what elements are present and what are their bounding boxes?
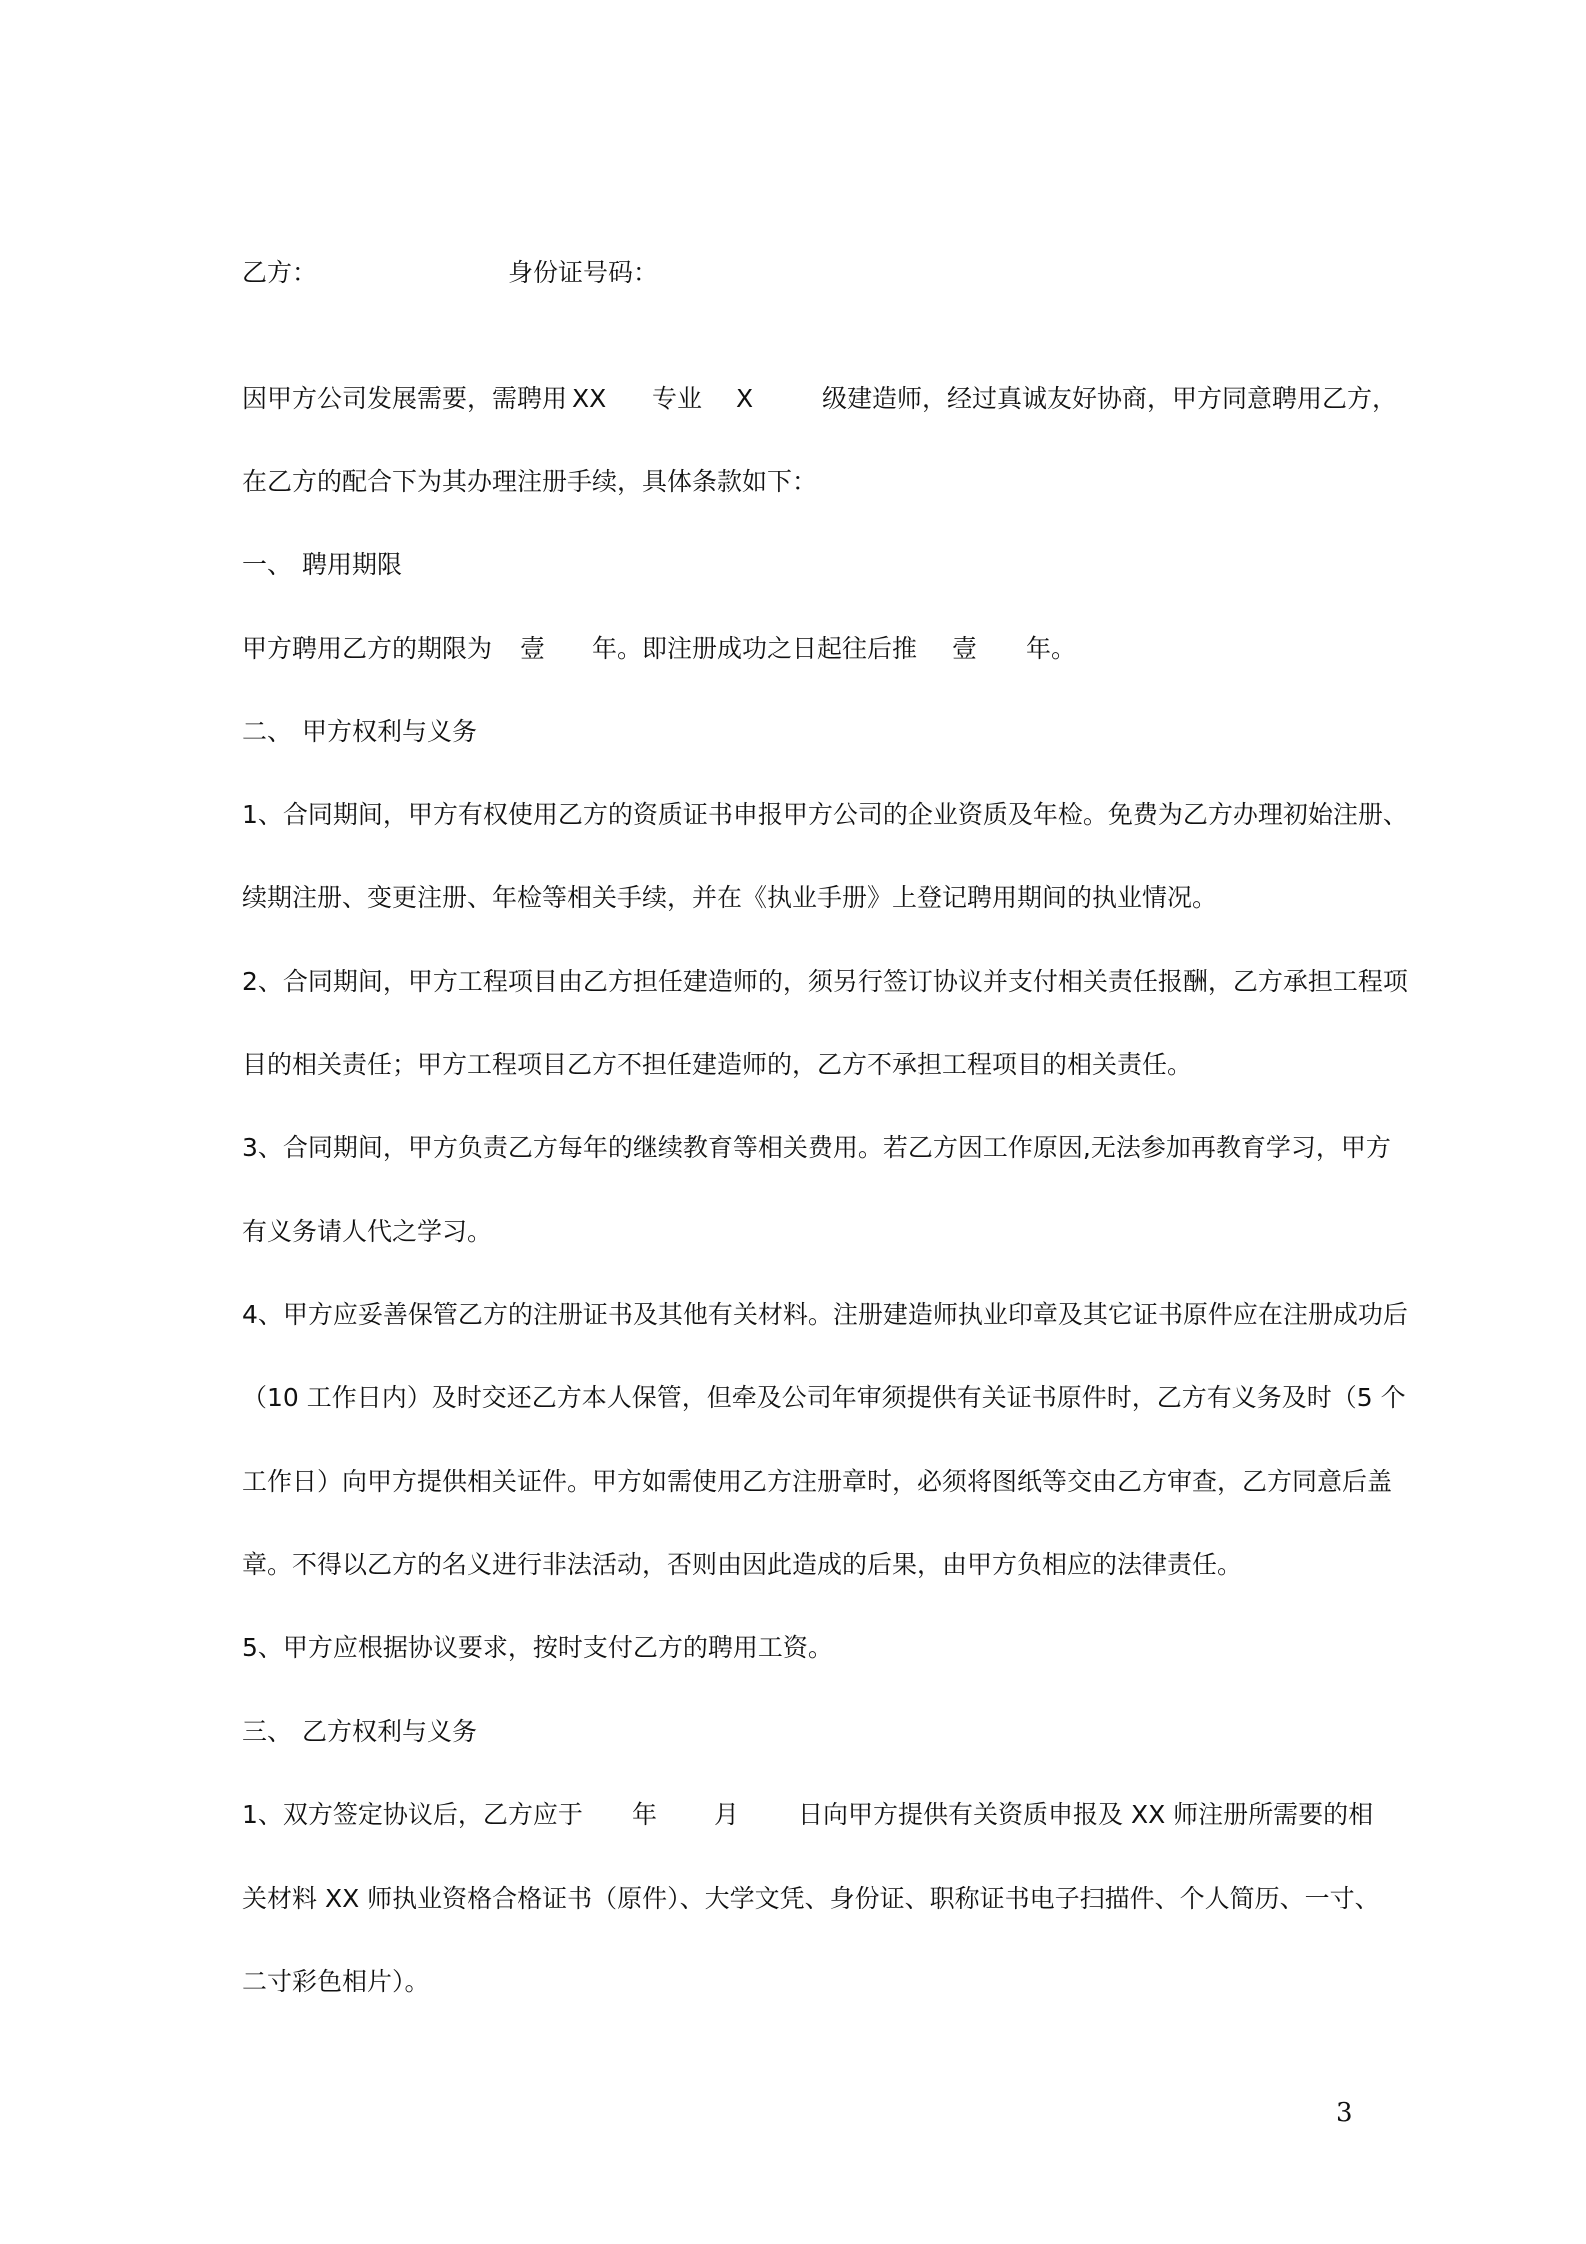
page-number: 3 [1336, 2098, 1353, 2128]
year-label: 年 [632, 1800, 658, 1829]
term-text-continued: 年。即注册成功之日起往后推 [592, 634, 918, 663]
clause-text-continued: 日向甲方提供有关资质申报及 XX 师注册所需要的相 [798, 1800, 1374, 1829]
id-number-label: 身份证号码： [508, 258, 659, 287]
section-number: 二、 [242, 717, 293, 746]
section-number: 三、 [242, 1717, 293, 1746]
intro-line-2: 在乙方的配合下为其办理注册手续，具体条款如下： [242, 467, 818, 496]
section-2-line: （10 工作日内）及时交还乙方本人保管，但牵及公司年审须提供有关证书原件时，乙方有义务及时（5 个 [242, 1383, 1406, 1412]
month-label: 月 [714, 1800, 740, 1829]
section-2-line: 1、合同期间，甲方有权使用乙方的资质证书申报甲方公司的企业资质及年检。免费为乙方办理初始注册、 [242, 800, 1408, 829]
section-3-line-2: 关材料 XX 师执业资格合格证书（原件）、大学文凭、身份证、职称证书电子扫描件、个人简历、一寸、 [242, 1884, 1380, 1913]
section-2-line: 2、合同期间，甲方工程项目由乙方担任建造师的，须另行签订协议并支付相关责任报酬，乙方承担工程项 [242, 967, 1408, 996]
section-number: 一、 [242, 550, 293, 579]
section-2-line: 有义务请人代之学习。 [242, 1217, 493, 1246]
major-name-fill: XX [572, 384, 607, 413]
major-label: 专业 [652, 384, 703, 413]
term-text: 甲方聘用乙方的期限为 [242, 634, 493, 663]
term-years-fill: 壹 [520, 634, 546, 663]
section-2-line: 5、甲方应根据协议要求，按时支付乙方的聘用工资。 [242, 1633, 833, 1662]
section-2-line: 工作日）向甲方提供相关证件。甲方如需使用乙方注册章时，必须将图纸等交由乙方审查，乙方同意后盖 [242, 1467, 1393, 1496]
section-title: 乙方权利与义务 [302, 1717, 478, 1746]
section-2-line: 章。不得以乙方的名义进行非法活动，否则由因此造成的后果，由甲方负相应的法律责任。 [242, 1550, 1243, 1579]
section-2-line: 目的相关责任；甲方工程项目乙方不担任建造师的，乙方不承担工程项目的相关责任。 [242, 1050, 1193, 1079]
section-3-line-3: 二寸彩色相片）。 [242, 1967, 430, 1996]
section-title: 甲方权利与义务 [302, 717, 478, 746]
grade-fill: X [736, 384, 754, 413]
section-2-line: 续期注册、变更注册、年检等相关手续，并在《执业手册》上登记聘用期间的执业情况。 [242, 883, 1218, 912]
term-text-end: 年。 [1026, 634, 1077, 663]
term-years-fill-2: 壹 [952, 634, 978, 663]
section-2-line: 4、甲方应妥善保管乙方的注册证书及其他有关材料。注册建造师执业印章及其它证书原件应在注册成功后 [242, 1300, 1408, 1329]
section-2-line: 3、合同期间，甲方负责乙方每年的继续教育等相关费用。若乙方因工作原因,无法参加再教育学习，甲方 [242, 1133, 1391, 1162]
party-b-label: 乙方： [242, 258, 318, 287]
section-title: 聘用期限 [302, 550, 403, 579]
intro-text: 因甲方公司发展需要，需聘用 [242, 384, 568, 413]
intro-text-continued: 级建造师，经过真诚友好协商，甲方同意聘用乙方， [822, 384, 1398, 413]
clause-text: 1、双方签定协议后，乙方应于 [242, 1800, 583, 1829]
